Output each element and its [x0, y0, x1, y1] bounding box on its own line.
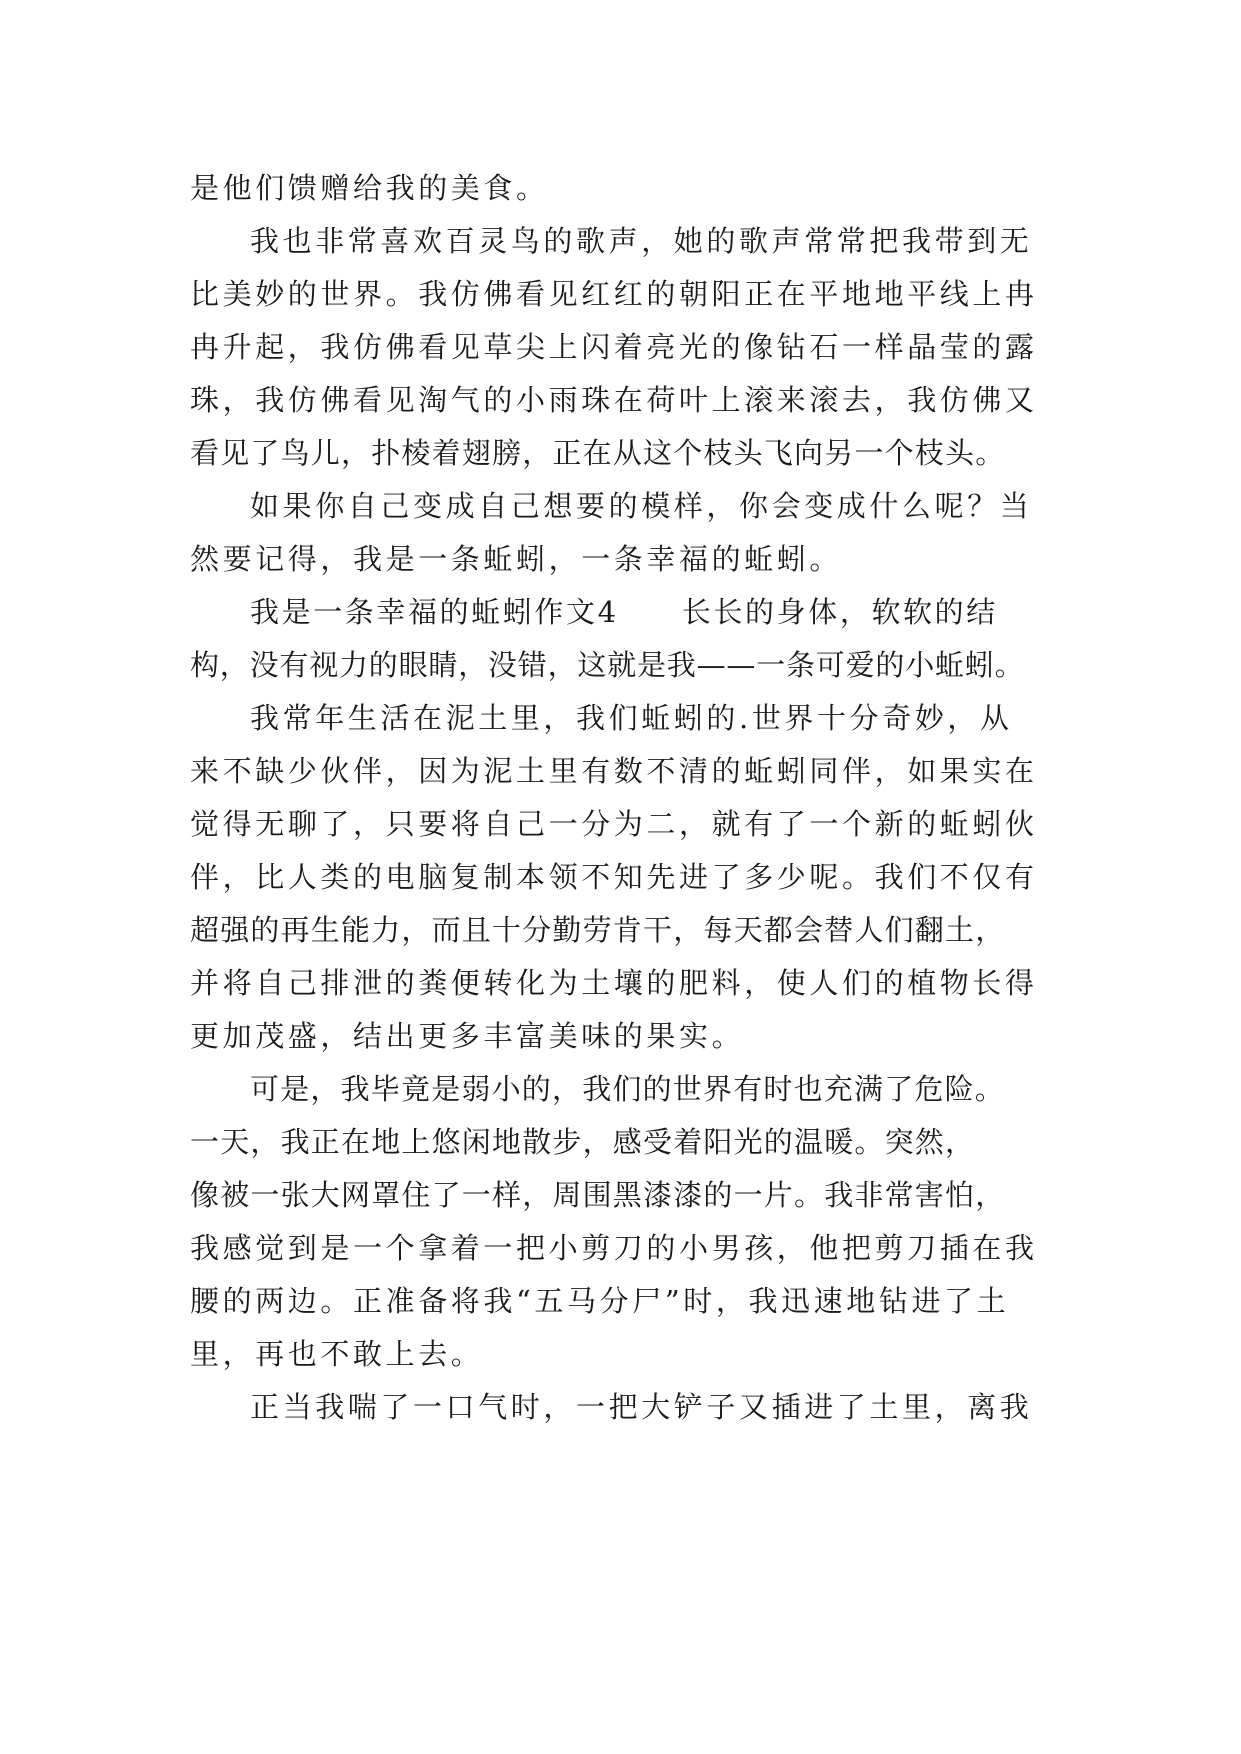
paragraph-start-line: 我也非常喜欢百灵鸟的歌声，她的歌声常常把我带到无 — [250, 224, 1033, 258]
text-line: 是他们馈赠给我的美食。 — [190, 171, 549, 205]
text-line: 一天，我正在地上悠闲地散步，感受着阳光的温暖。突然， — [190, 1125, 976, 1159]
text-line: 像被一张大网罩住了一样，周围黑漆漆的一片。我非常害怕， — [190, 1178, 1006, 1212]
text-line: 超强的再生能力，而且十分勤劳肯干，每天都会替人们翻土， — [190, 913, 1006, 947]
text-line: 伴，比人类的电脑复制本领不知先进了多少呢。我们不仅有 — [190, 860, 1038, 894]
paragraph-start-line: 我常年生活在泥土里，我们蚯蚓的.世界十分奇妙，从 — [250, 701, 1013, 735]
text-line: 来不缺少伙伴，因为泥土里有数不清的蚯蚓同伴，如果实在 — [190, 754, 1038, 788]
paragraph-start-line: 如果你自己变成自己想要的模样，你会变成什么呢？当 — [250, 489, 1033, 523]
text-line: 冉升起，我仿佛看见草尖上闪着亮光的像钻石一样晶莹的露 — [190, 330, 1038, 364]
text-line: 看见了鸟儿，扑棱着翅膀，正在从这个枝头飞向另一个枝头。 — [190, 436, 1006, 470]
paragraph-start-line: 我是一条幸福的蚯蚓作文4 长长的身体，软软的结 — [250, 595, 998, 629]
text-line: 然要记得，我是一条蚯蚓，一条幸福的蚯蚓。 — [190, 542, 843, 576]
text-line: 珠，我仿佛看见淘气的小雨珠在荷叶上滚来滚去，我仿佛又 — [190, 383, 1038, 417]
text-line: 里，再也不敢上去。 — [190, 1337, 484, 1371]
text-line: 觉得无聊了，只要将自己一分为二，就有了一个新的蚯蚓伙 — [190, 807, 1038, 841]
text-line: 比美妙的世界。我仿佛看见红红的朝阳正在平地地平线上冉 — [190, 277, 1038, 311]
text-line: 并将自己排泄的粪便转化为土壤的肥料，使人们的植物长得 — [190, 966, 1038, 1000]
text-line: 构，没有视力的眼睛，没错，这就是我——一条可爱的小蚯蚓。 — [190, 648, 1025, 682]
text-line: 我感觉到是一个拿着一把小剪刀的小男孩，他把剪刀插在我 — [190, 1231, 1038, 1265]
paragraph-start-line: 可是，我毕竟是弱小的，我们的世界有时也充满了危险。 — [250, 1072, 1006, 1106]
text-line: 腰的两边。正准备将我“五马分尸”时，我迅速地钻进了土 — [190, 1284, 1010, 1318]
paragraph-start-line: 正当我喘了一口气时，一把大铲子又插进了土里，离我 — [250, 1390, 1033, 1424]
text-line: 更加茂盛，结出更多丰富美味的果实。 — [190, 1019, 745, 1053]
